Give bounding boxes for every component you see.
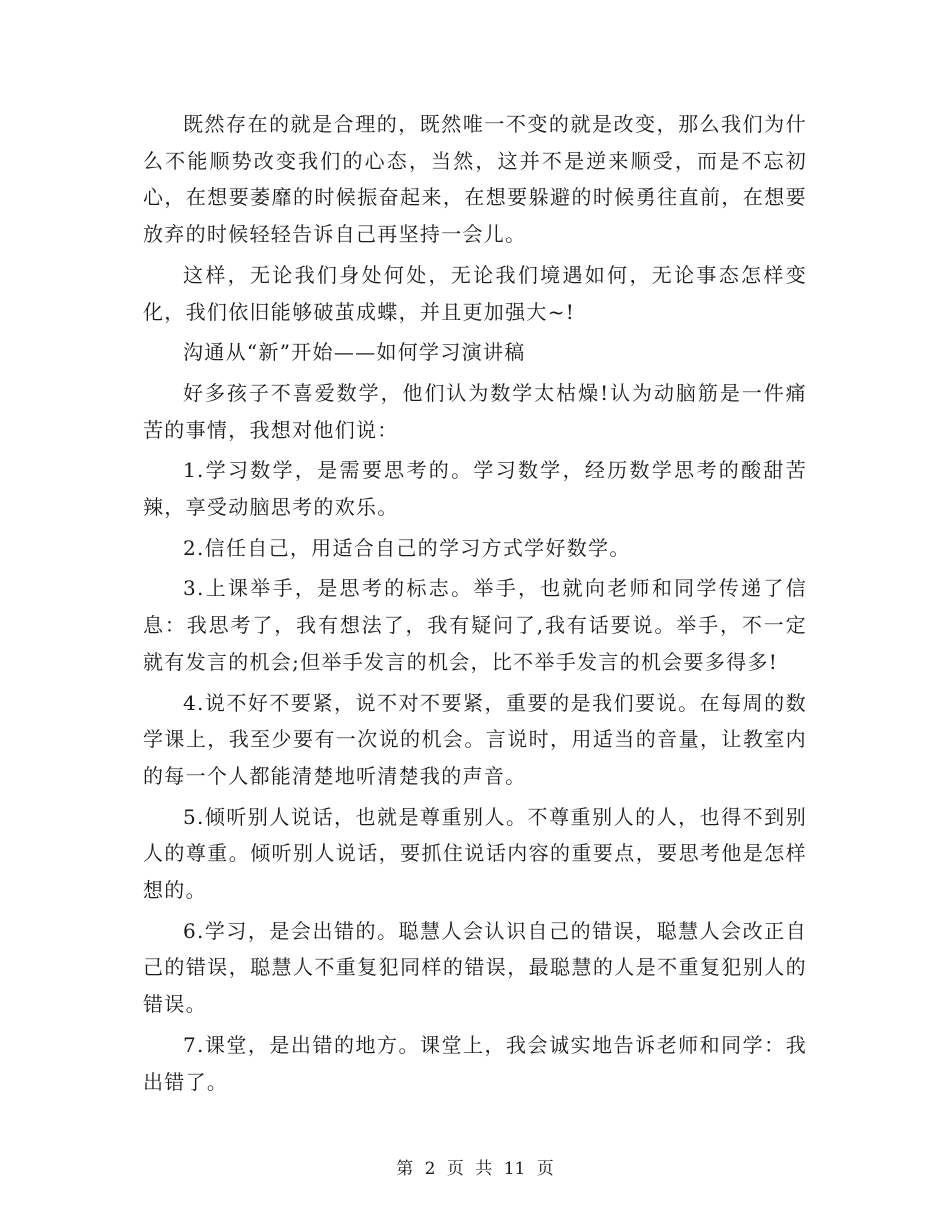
list-item: 4.说不好不要紧，说不对不要紧，重要的是我们要说。在每周的数学课上，我至少要有一次说的机会。言说时，用适当的音量，让教室内的每一个人都能清楚地听清楚我的声音。 <box>143 690 807 788</box>
section-heading: 沟通从“新”开始——如何学习演讲稿 <box>183 340 526 365</box>
paragraph: 好多孩子不喜爱数学，他们认为数学太枯燥!认为动脑筋是一件痛苦的事情，我想对他们说： <box>143 380 807 442</box>
list-item: 7.课堂，是出错的地方。课堂上，我会诚实地告诉老师和同学：我出错了。 <box>143 1032 807 1094</box>
paragraph: 这样，无论我们身处何处，无论我们境遇如何，无论事态怎样变化，我们依旧能够破茧成蝶，并且更加强大~! <box>143 262 807 324</box>
paragraph: 既然存在的就是合理的，既然唯一不变的就是改变，那么我们为什么不能顺势改变我们的心态，当然，这并不是逆来顺受，而是不忘初心，在想要萎靡的时候振奋起来，在想要躲避的时候勇往直前，在想要放弃的时候轻轻告诉自己再坚持一会儿。 <box>143 112 807 247</box>
list-item: 3.上课举手，是思考的标志。举手，也就向老师和同学传递了信息：我思考了，我有想法了，我有疑问了,我有话要说。举手，不一定就有发言的机会;但举手发言的机会，比不举手发言的机会要多得多! <box>143 576 807 674</box>
list-item: 5.倾听别人说话，也就是尊重别人。不尊重别人的人，也得不到别人的尊重。倾听别人说话，要抓住说话内容的重要点，要思考他是怎样想的。 <box>143 804 807 903</box>
list-item: 2.信任自己，用适合自己的学习方式学好数学。 <box>183 535 631 560</box>
document-body <box>143 106 807 1104</box>
list-item: 1.学习数学，是需要思考的。学习数学，经历数学思考的酸甜苦辣，享受动脑思考的欢乐。 <box>143 458 807 520</box>
page-number-footer: 第 2 页 共 11 页 <box>396 1159 554 1179</box>
list-item: 6.学习，是会出错的。聪慧人会认识自己的错误，聪慧人会改正自己的错误，聪慧人不重复犯同样的错误，最聪慧的人是不重复犯别人的错误。 <box>143 918 807 1017</box>
